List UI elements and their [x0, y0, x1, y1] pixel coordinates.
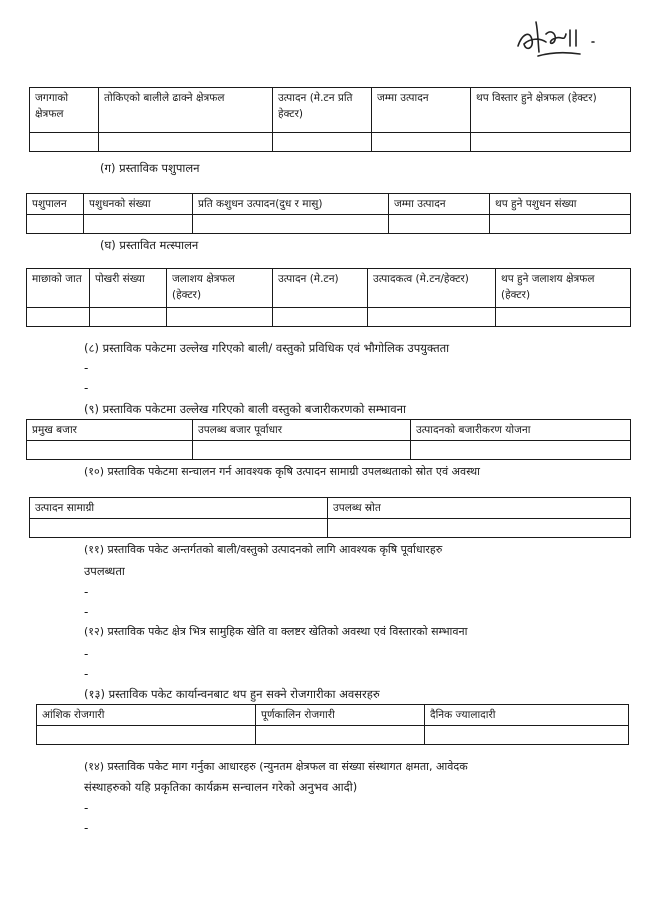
table-cell[interactable]: [84, 215, 193, 234]
section-9-heading: (९) प्रस्ताविक पकेटमा उल्लेख गरिएको बाली वस्तुको बजारीकरणको सम्भावना: [84, 402, 406, 416]
table-header-cell: थप विस्तार हुने क्षेत्रफल (हेक्टर): [471, 88, 631, 133]
employment-table: [36, 704, 629, 745]
section-14-heading-cont: संस्थाहरुको यहि प्रकृतिका कार्यक्रम सन्चालन गरेको अनुभव आदी): [84, 780, 358, 794]
table-header-cell: उत्पादन (मे.टन): [273, 269, 368, 308]
section-8-heading: (८) प्रस्ताविक पकेटमा उल्लेख गरिएको बाली/ वस्तुको प्रविधिक एवं भौगोलिक उपयुक्तता: [84, 341, 450, 355]
section-13-heading: (१३) प्रस्ताविक पकेट कार्यान्वनबाट थप हुन सक्ने रोजगारीका अवसरहरु: [84, 687, 380, 701]
table-header-row: [37, 705, 629, 726]
table-row: [27, 215, 631, 234]
table-header-cell: पोखरी संख्या: [90, 269, 167, 308]
table-cell[interactable]: [27, 308, 90, 327]
table-header-row: [27, 420, 631, 441]
table-cell[interactable]: [167, 308, 273, 327]
bullet-dash: -: [84, 585, 89, 599]
table-row: [27, 441, 631, 460]
table-header-cell: पशुधनको संख्या: [84, 194, 193, 215]
market-table: [26, 419, 631, 460]
table-header-cell: जलाशय क्षेत्रफल (हेक्टर): [167, 269, 273, 308]
table-row: [30, 133, 631, 152]
land-table: [29, 87, 631, 152]
livestock-table: [26, 193, 631, 234]
table-cell[interactable]: [193, 215, 389, 234]
section-12-heading: (१२) प्रस्ताविक पकेट क्षेत्र भित्र सामुहिक खेति वा क्लष्टर खेतिको अवस्था एवं विस्तारको सम्भावना: [84, 625, 468, 638]
table-header-cell: पशुपालन: [27, 194, 84, 215]
table-row: [37, 726, 629, 745]
table-header-cell: दैनिक ज्यालादारी: [425, 705, 629, 726]
table-header-cell: उत्पादन (मे.टन प्रति हेक्टर): [273, 88, 372, 133]
table-header-row: [27, 194, 631, 215]
section-10-heading: (१०) प्रस्ताविक पकेटमा सन्चालन गर्न आवश्यक कृषि उत्पादन सामाग्री उपलब्धताको स्रोत एवं अवस्था: [84, 465, 481, 478]
table-cell[interactable]: [411, 441, 631, 460]
table-header-cell: प्रमुख बजार: [27, 420, 193, 441]
table-cell[interactable]: [256, 726, 425, 745]
table-cell[interactable]: [490, 215, 631, 234]
table-header-cell: थप हुने पशुधन संख्या: [490, 194, 631, 215]
table-header-cell: जम्मा उत्पादन: [389, 194, 490, 215]
signature-mark: [508, 12, 608, 64]
table-header-cell: उत्पादन सामाग्री: [30, 498, 328, 519]
table-row: [27, 308, 631, 327]
bullet-dash: -: [84, 821, 89, 835]
table-cell[interactable]: [99, 133, 273, 152]
table-header-cell: उत्पादकत्व (मे.टन/हेक्टर): [368, 269, 496, 308]
bullet-dash: -: [84, 801, 89, 815]
table-cell[interactable]: [372, 133, 471, 152]
section-g-heading: (ग) प्रस्ताविक पशुपालन: [100, 161, 200, 175]
table-cell[interactable]: [193, 441, 411, 460]
table-header-cell: जगगाको क्षेत्रफल: [30, 88, 99, 133]
table-cell[interactable]: [328, 519, 631, 538]
table-header-row: [27, 269, 631, 308]
table-header-cell: थप हुने जलाशय क्षेत्रफल (हेक्टर): [496, 269, 631, 308]
bullet-dash: -: [84, 361, 89, 375]
table-row: [30, 519, 631, 538]
table-header-cell: उत्पादनको बजारीकरण योजना: [411, 420, 631, 441]
table-header-cell: उपलब्ध स्रोत: [328, 498, 631, 519]
table-header-cell: तोकिएको बालीले ढाक्ने क्षेत्रफल: [99, 88, 273, 133]
bullet-dash: -: [84, 647, 89, 661]
table-cell[interactable]: [90, 308, 167, 327]
fish-table: [26, 268, 631, 327]
table-cell[interactable]: [389, 215, 490, 234]
table-cell[interactable]: [27, 215, 84, 234]
table-header-row: [30, 88, 631, 133]
table-cell[interactable]: [273, 133, 372, 152]
table-header-row: [30, 498, 631, 519]
section-11-heading: (११) प्रस्ताविक पकेट अन्तर्गतको बाली/वस्तुको उत्पादनको लागि आवश्यक कृषि पूर्वाधारहरु: [84, 543, 443, 556]
table-header-cell: माछाको जात: [27, 269, 90, 308]
table-cell[interactable]: [425, 726, 629, 745]
table-header-cell: उपलब्ध बजार पूर्वाधार: [193, 420, 411, 441]
table-header-cell: आंशिक रोजगारी: [37, 705, 256, 726]
table-header-cell: प्रति कशुधन उत्पादन(दुध र मासु): [193, 194, 389, 215]
bullet-dash: -: [84, 381, 89, 395]
bullet-dash: -: [84, 667, 89, 681]
table-header-cell: पूर्णकालिन रोजगारी: [256, 705, 425, 726]
bullet-dash: -: [84, 605, 89, 619]
table-cell[interactable]: [471, 133, 631, 152]
table-cell[interactable]: [368, 308, 496, 327]
table-cell[interactable]: [27, 441, 193, 460]
table-cell[interactable]: [273, 308, 368, 327]
table-cell[interactable]: [30, 133, 99, 152]
table-cell[interactable]: [496, 308, 631, 327]
section-14-heading: (१४) प्रस्ताविक पकेट माग गर्नुका आधारहरु (न्युनतम क्षेत्रफल वा संख्या संस्थागत क्षमता, आवेदक: [84, 760, 468, 773]
inputs-table: [29, 497, 631, 538]
section-gh-heading: (घ) प्रस्तावित मत्स्पालन: [100, 238, 199, 252]
table-header-cell: जम्मा उत्पादन: [372, 88, 471, 133]
section-11-heading-cont: उपलब्धता: [84, 564, 125, 578]
table-cell[interactable]: [37, 726, 256, 745]
table-cell[interactable]: [30, 519, 328, 538]
